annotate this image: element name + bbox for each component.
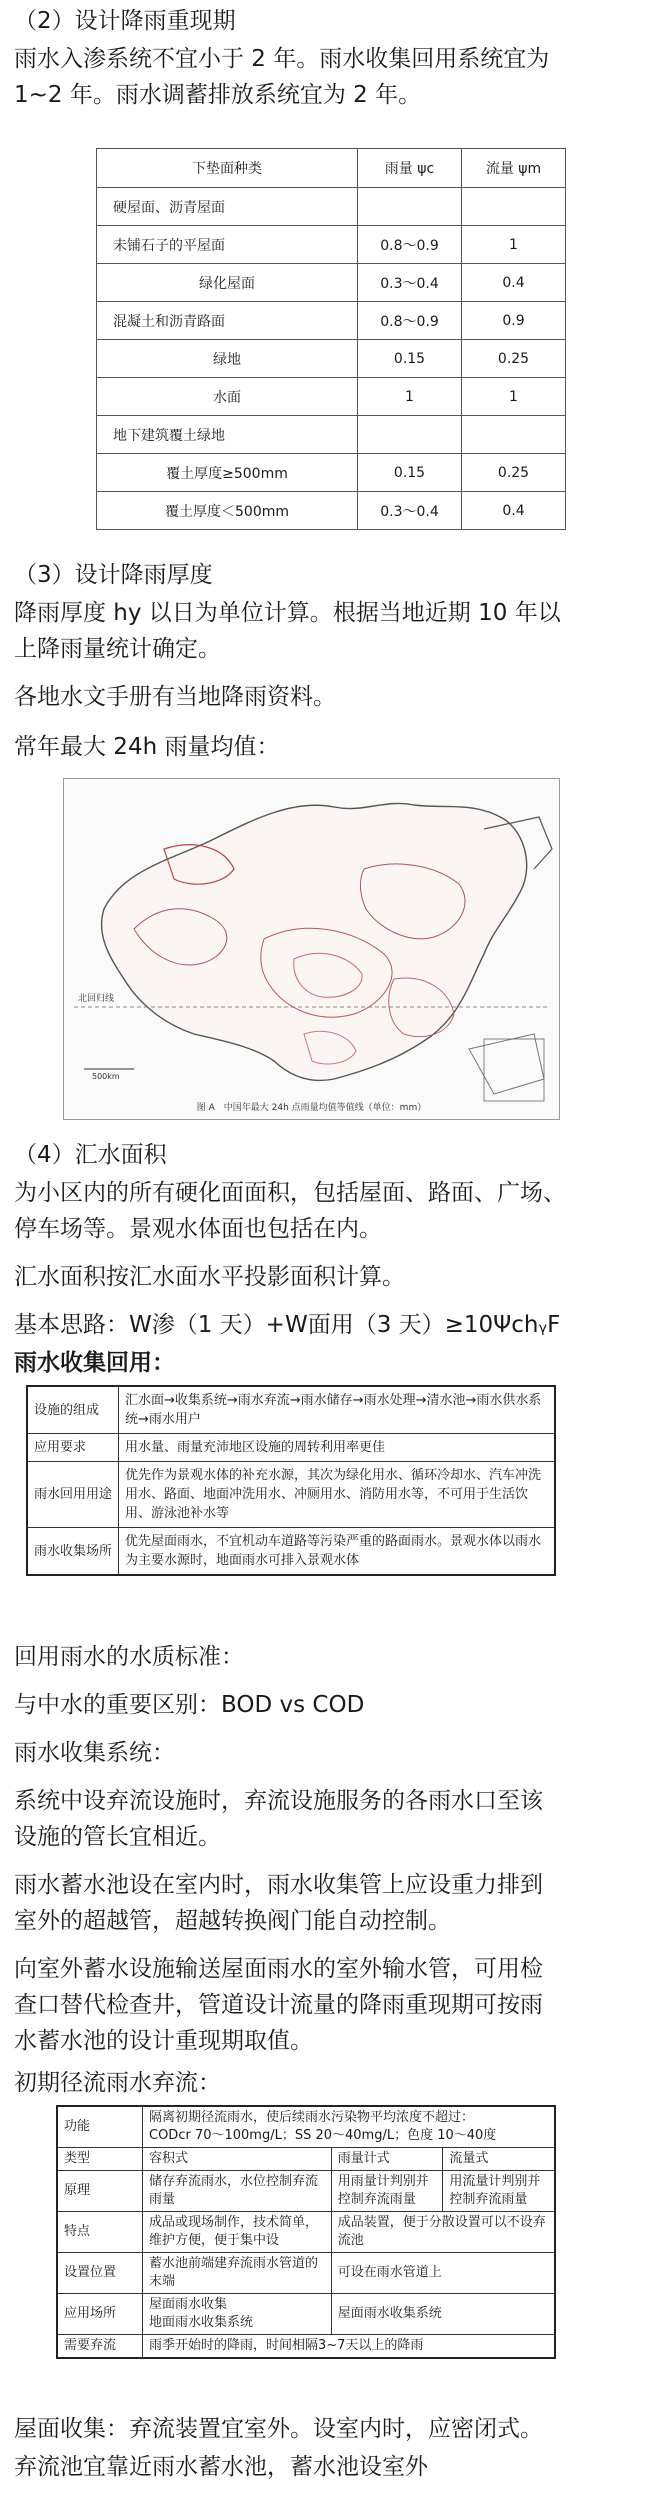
table-cell: 屋面雨水收集系统 [331, 2294, 555, 2335]
paragraph: 设施的管长宜相近。 [14, 1824, 221, 1850]
paragraph: 雨水蓄水池设在室内时，雨水收集管上应设重力排到 [14, 1872, 543, 1898]
table-cell: 0.9 [462, 302, 566, 340]
table-header-cell: 流量 ψm [462, 149, 566, 188]
table-cell: 1 [462, 378, 566, 416]
table-cell: 原理 [57, 2171, 143, 2212]
section-4-heading: （4）汇水面积 [14, 1142, 167, 1168]
china-map-illustration [64, 779, 559, 1119]
table-row [97, 492, 566, 530]
table-row [97, 302, 566, 340]
paragraph: 各地水文手册有当地降雨资料。 [14, 684, 336, 710]
table-cell: 1 [358, 378, 462, 416]
table-cell [462, 188, 566, 226]
table-cell: 0.15 [358, 340, 462, 378]
table-cell: 设施的组成 [27, 1386, 119, 1434]
table-cell: 流量式 [443, 2148, 555, 2171]
table-cell: 覆土厚度＜500mm [97, 492, 358, 530]
paragraph: 初期径流雨水弃流： [14, 2070, 221, 2096]
table-row [57, 2106, 555, 2148]
table-row [57, 2253, 555, 2294]
table-cell: 汇水面→收集系统→雨水弃流→雨水储存→雨水处理→清水池→雨水供水系统→雨水用户 [119, 1386, 556, 1434]
table-cell: 蓄水池前端建弃流雨水管道的末端 [143, 2253, 332, 2294]
table-cell: 0.8～0.9 [358, 302, 462, 340]
table-cell: 屋面雨水收集 地面雨水收集系统 [143, 2294, 332, 2335]
table-cell: 0.15 [358, 454, 462, 492]
first-flush-table [56, 2105, 556, 2359]
table-cell: 0.25 [462, 340, 566, 378]
table-row [57, 2212, 555, 2253]
section-2-heading: （2）设计降雨重现期 [14, 8, 236, 34]
table-row [27, 1434, 555, 1462]
table-cell: 用流量计判别并控制弃流雨量 [443, 2171, 555, 2212]
formula: 基本思路：W渗（1 天）+W面用（3 天）≥10ΨchᵧF [14, 1312, 561, 1338]
table-cell: 雨量计式 [331, 2148, 443, 2171]
table-cell: 类型 [57, 2148, 143, 2171]
section-3-heading: （3）设计降雨厚度 [14, 562, 213, 588]
table-cell: 功能 [57, 2106, 143, 2148]
map-scale-label: 500km [92, 1072, 120, 1081]
table-row [57, 2171, 555, 2212]
paragraph: 屋面收集：弃流装置宜室外。设室内时，应密闭式。 [14, 2416, 543, 2442]
paragraph: 汇水面积按汇水面水平投影面积计算。 [14, 1264, 405, 1290]
table-cell: 应用要求 [27, 1434, 119, 1462]
table-cell: 应用场所 [57, 2294, 143, 2335]
table-header-cell: 雨量 ψc [358, 149, 462, 188]
table-header-cell: 下垫面种类 [97, 149, 358, 188]
table-row [97, 226, 566, 264]
table-cell: 0.4 [462, 264, 566, 302]
function-line: CODcr 70～100mg/L；SS 20～40mg/L；色度 10～40度 [149, 2128, 497, 2143]
map-label-tropic: 北回归线 [78, 994, 115, 1004]
table-cell: 绿化屋面 [97, 264, 358, 302]
table-cell: 覆土厚度≥500mm [97, 454, 358, 492]
paragraph: 系统中设弃流设施时，弃流设施服务的各雨水口至该 [14, 1788, 543, 1814]
table-cell: 可设在雨水管道上 [331, 2253, 555, 2294]
paragraph: 回用雨水的水质标准： [14, 1644, 244, 1670]
paragraph: 向室外蓄水设施输送屋面雨水的室外输水管，可用检 [14, 1956, 543, 1982]
rainwater-recycle-table [26, 1385, 556, 1576]
table-cell: 用水量、雨量充沛地区设施的周转利用率更佳 [119, 1434, 556, 1462]
table-cell: 绿地 [97, 340, 358, 378]
rainfall-isoline-map [63, 778, 560, 1120]
paragraph: 查口替代检查井，管道设计流量的降雨重现期可按雨 [14, 1992, 543, 2018]
paragraph: 上降雨量统计确定。 [14, 636, 221, 662]
table-cell: 优先屋面雨水，不宜机动车道路等污染严重的路面雨水。景观水体以雨水为主要水源时，地面雨水可排入景观水体 [119, 1528, 556, 1576]
table-cell [358, 416, 462, 454]
table-row [27, 1528, 555, 1576]
table-cell: 雨水回用用途 [27, 1462, 119, 1528]
table-cell [462, 416, 566, 454]
paragraph: 雨水入渗系统不宜小于 2 年。雨水收集回用系统宜为 [14, 46, 550, 72]
table-cell: 未铺石子的平屋面 [97, 226, 358, 264]
table-cell: 特点 [57, 2212, 143, 2253]
table-cell [358, 188, 462, 226]
runoff-coefficient-table [96, 148, 566, 530]
table-row [27, 1386, 555, 1434]
table-cell: 储存弃流雨水，水位控制弃流雨量 [143, 2171, 332, 2212]
paragraph: 弃流池宜靠近雨水蓄水池，蓄水池设室外 [14, 2454, 428, 2480]
paragraph: 与中水的重要区别：BOD vs COD [14, 1692, 365, 1718]
table-cell: 优先作为景观水体的补充水源，其次为绿化用水、循环冷却水、汽车冲洗用水、路面、地面冲洗用水、冲厕用水、消防用水等，不可用于生活饮用、游泳池补水等 [119, 1462, 556, 1528]
table-cell: 1 [462, 226, 566, 264]
table-cell: 需要弃流 [57, 2335, 143, 2359]
table-cell: 设置位置 [57, 2253, 143, 2294]
table-cell: 雨水收集场所 [27, 1528, 119, 1576]
recycle-title: 雨水收集回用： [14, 1350, 175, 1376]
table-row [27, 1462, 555, 1528]
paragraph: 为小区内的所有硬化面面积，包括屋面、路面、广场、 [14, 1180, 566, 1206]
table-row [97, 188, 566, 226]
table-cell: 混凝土和沥青路面 [97, 302, 358, 340]
paragraph: 降雨厚度 hy 以日为单位计算。根据当地近期 10 年以 [14, 600, 561, 626]
table-cell: 0.8～0.9 [358, 226, 462, 264]
table-row [97, 264, 566, 302]
table-cell [143, 2106, 556, 2148]
table-cell: 成品装置，便于分散设置可以不设弃流池 [331, 2212, 555, 2253]
table-row [97, 454, 566, 492]
table-cell: 容积式 [143, 2148, 332, 2171]
paragraph: 停车场等。景观水体面也包括在内。 [14, 1216, 382, 1242]
paragraph: 水蓄水池的设计重现期取值。 [14, 2028, 313, 2054]
table-cell: 用雨量计判别并控制弃流雨量 [331, 2171, 443, 2212]
table-row [97, 416, 566, 454]
table-row [57, 2148, 555, 2171]
table-cell: 成品或现场制作，技术简单，维护方便，便于集中设 [143, 2212, 332, 2253]
table-row [97, 378, 566, 416]
table-row [97, 340, 566, 378]
table-cell: 0.4 [462, 492, 566, 530]
paragraph: 室外的超越管，超越转换阀门能自动控制。 [14, 1908, 451, 1934]
table-cell: 硬屋面、沥青屋面 [97, 188, 358, 226]
paragraph: 1~2 年。雨水调蓄排放系统宜为 2 年。 [14, 82, 422, 108]
table-cell: 0.25 [462, 454, 566, 492]
table-row [57, 2294, 555, 2335]
table-cell: 地下建筑覆土绿地 [97, 416, 358, 454]
table-row [57, 2335, 555, 2359]
function-line: 隔离初期径流雨水，使后续雨水污染物平均浓度不超过： [149, 2110, 475, 2125]
paragraph: 雨水收集系统： [14, 1740, 175, 1766]
table-header-row [97, 149, 566, 188]
map-caption: 图 A 中国年最大 24h 点雨量均值等值线（单位：mm） [196, 1103, 427, 1113]
table-cell: 水面 [97, 378, 358, 416]
table-cell: 雨季开始时的降雨，时间相隔3~7天以上的降雨 [143, 2335, 556, 2359]
table-cell: 0.3～0.4 [358, 492, 462, 530]
paragraph: 常年最大 24h 雨量均值： [14, 734, 280, 760]
table-cell: 0.3～0.4 [358, 264, 462, 302]
